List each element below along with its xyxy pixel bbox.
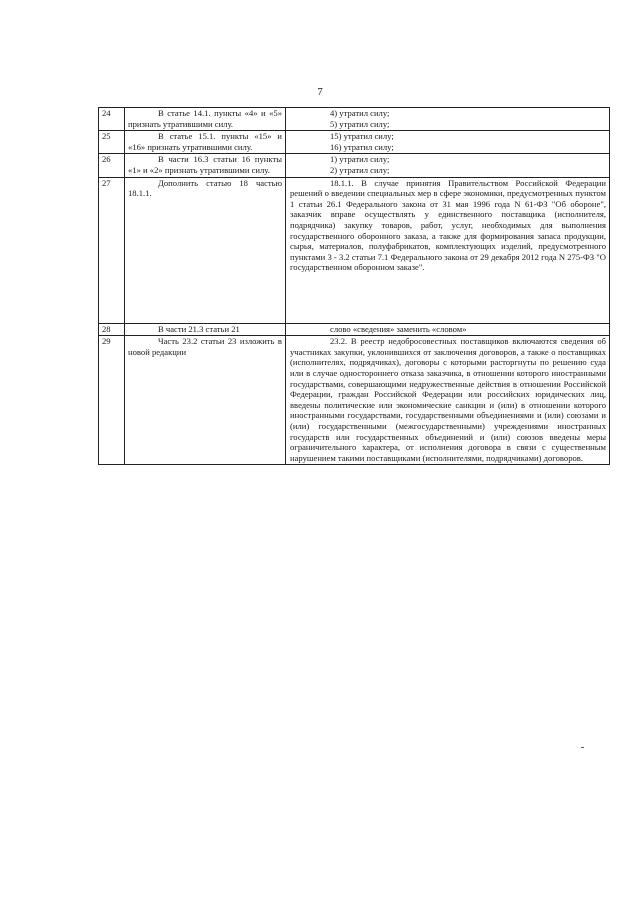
amendment-location (125, 154, 286, 177)
table-row (99, 323, 610, 336)
row-number: 29 (99, 336, 125, 465)
amendment-location-text: Часть 23.2 статьи 23 изложить в новой редакции (128, 336, 282, 357)
row-number: 26 (99, 154, 125, 177)
amendment-text (286, 323, 610, 336)
amendment-location (125, 336, 286, 465)
table-row (99, 108, 610, 131)
table-row (99, 154, 610, 177)
amendment-paragraph: 18.1.1. В случае принятия Правительством Российской Федерации решений о введении специальных мер в сфере экономики, предусмотренных пунктом 1 статьи 26.1 Федерального закона от 31 мая 1996 года N 61-ФЗ "Об обороне", заказчик вправе осуществлять у единственного поставщика (исполнителя, подрядчика) закупку товаров, работ, услуг, необходимых для выполнения государственного оборонного заказа, а также для формирования запаса продукции, сырья, материалов, полуфабрикатов, комплектующих изделий, предусмотренного пунктами 3 - 3.2 статьи 7.1 Федерального закона от 29 декабря 2012 года N 275-ФЗ "О государственном оборонном заказе". (290, 177, 606, 273)
amendment-paragraph: 23.2. В реестр недобросовестных поставщиков включаются сведения об участниках закупки, уклонившихся от заключения договоров, а также о поставщиках (исполнителях, подрядчиках), договоры с которыми расторгнуты по решению суда или в случае одностороннего отказа заказчика, в отношении которого иностранными государствами, совершающими недружественные действия в отношении Российской Федерации, граждан Российской Федерации или российских юридических лиц, введены политические или экономические санкции и (или) в отношении которого иностранными государствами, государственными объединениями и (или) союзами и (или) государственными (межгосударственными) учреждениями иностранных государств или государственных объединений и (или) союзов введены меры ограничительного характера, от исполнения договора в связи с существенным нарушением такими поставщиками (исполнителями, подрядчиками) договоров. (290, 336, 606, 463)
row-number: 28 (99, 323, 125, 336)
amendment-text (286, 108, 610, 131)
page-number: 7 (317, 86, 323, 98)
scan-mark (581, 747, 584, 748)
amendment-text (286, 154, 610, 177)
amendment-line: 4) утратил силу; (330, 108, 390, 118)
amendment-text (286, 336, 610, 465)
amendment-location (125, 108, 286, 131)
amendment-line: 2) утратил силу; (330, 164, 390, 175)
table-row (99, 131, 610, 154)
amendment-line: 15) утратил силу; (330, 131, 394, 142)
amendment-location (125, 177, 286, 323)
amendment-location-text: В статье 14.1. пункты «4» и «5» признать утратившими силу. (128, 108, 282, 129)
amendment-line: 16) утратил силу; (330, 141, 394, 152)
row-number: 25 (99, 131, 125, 154)
amendment-location-text: Дополнить статью 18 частью 18.1.1. (128, 177, 282, 199)
table-row (99, 177, 610, 323)
amendment-location (125, 131, 286, 154)
amendment-location-text: В части 16.3 статьи 16 пункты «1» и «2» признать утратившими силу. (128, 154, 282, 175)
amendment-text (286, 177, 610, 323)
amendment-line: 5) утратил силу; (330, 118, 390, 129)
row-number: 24 (99, 108, 125, 131)
amendment-text (286, 131, 610, 154)
amendment-location-text: В статье 15.1. пункты «15» и «16» признать утратившими силу. (128, 131, 282, 152)
amendment-line: 1) утратил силу; (330, 154, 390, 165)
table-row (99, 336, 610, 465)
amendment-line: слово «сведения» заменить «словом» (330, 323, 467, 334)
amendment-location-text: В части 21.3 статьи 21 (158, 323, 240, 334)
amendment-location (125, 323, 286, 336)
row-number: 27 (99, 177, 125, 323)
amendments-table (98, 107, 610, 465)
